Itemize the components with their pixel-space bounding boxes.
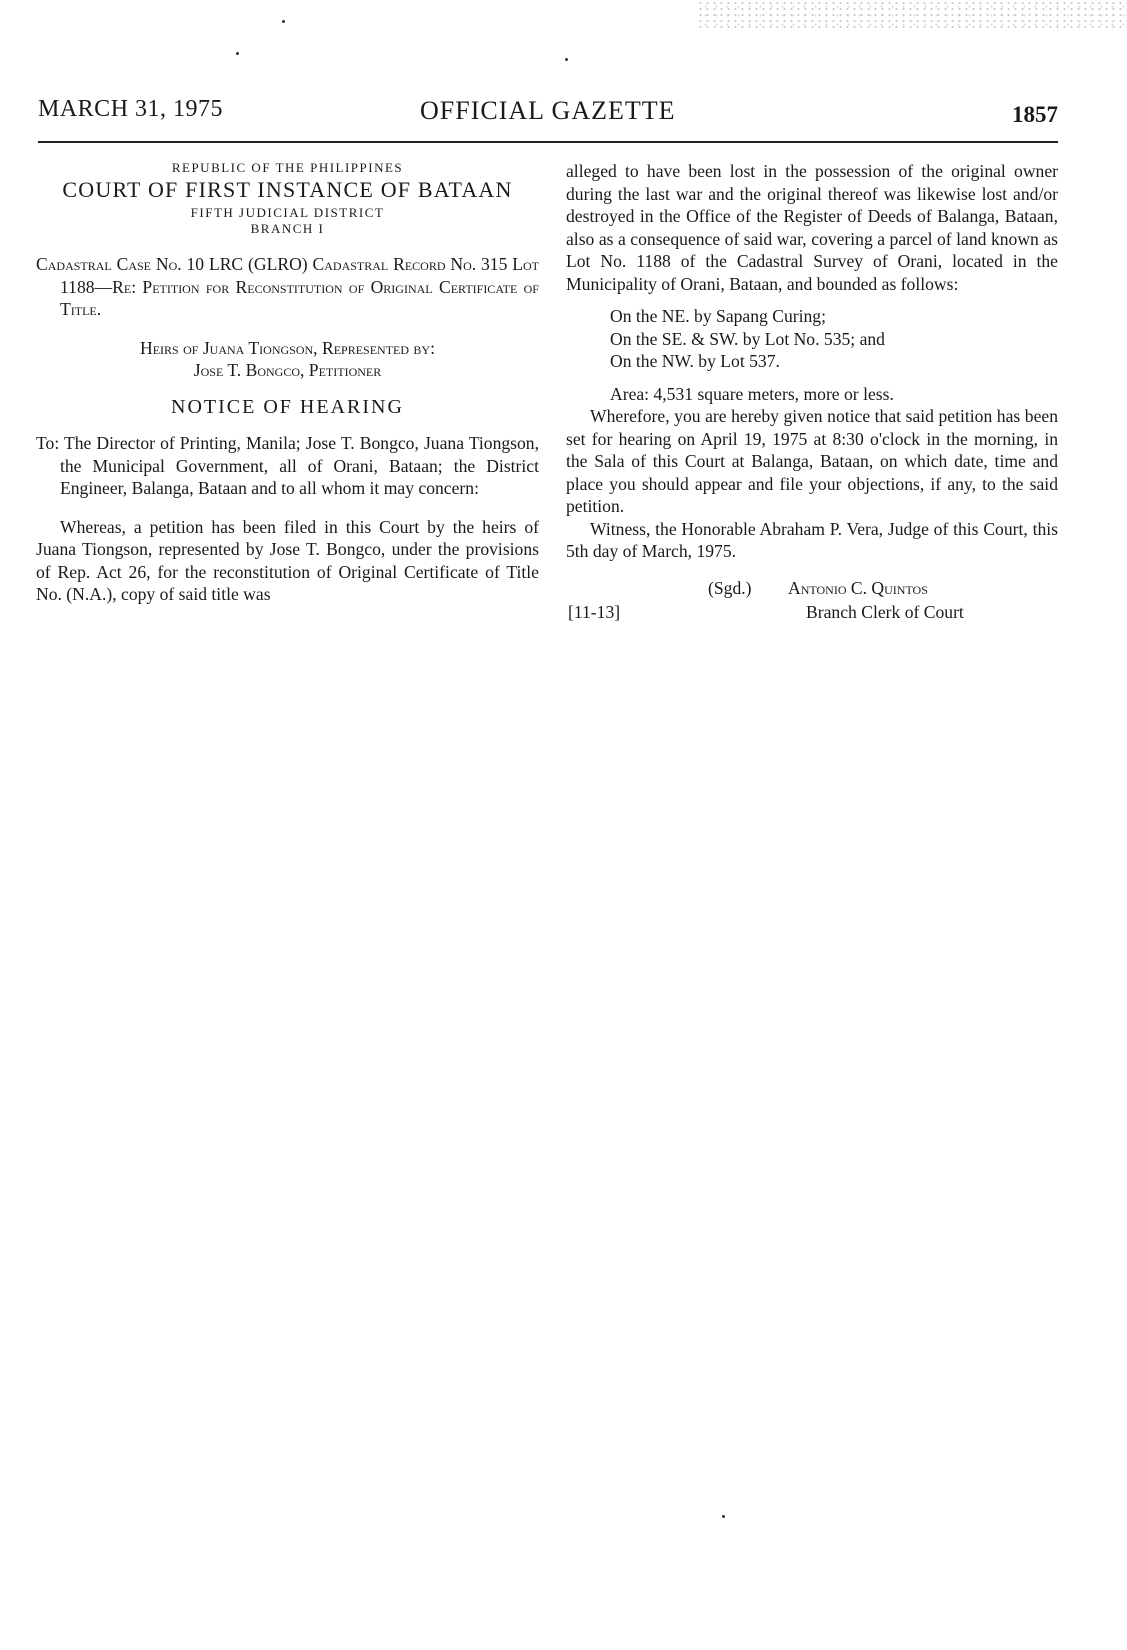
publication-title: OFFICIAL GAZETTE bbox=[420, 96, 676, 125]
reference-number: [11-13] bbox=[568, 601, 621, 622]
scan-speck bbox=[722, 1515, 725, 1518]
parties-line-2: Jose T. Bongco, Petitioner bbox=[193, 360, 382, 380]
right-column bbox=[566, 160, 1058, 623]
scan-speck bbox=[236, 52, 239, 55]
page-header bbox=[38, 96, 1058, 136]
notice-heading: NOTICE OF HEARING bbox=[171, 395, 404, 418]
district-heading: FIFTH JUDICIAL DISTRICT bbox=[190, 205, 385, 220]
wherefore-paragraph: Wherefore, you are hereby given notice that said petition has been set for hearing on April 19, 1975 at 8:30 o'clock in the morning, in the Sala of this Court at Balanga, Bataan, on which date, time and place you should appear and file your objections, if any, to the said petition. bbox=[566, 406, 1058, 516]
signed-mark: (Sgd.) bbox=[708, 577, 752, 598]
scan-speck bbox=[282, 20, 285, 23]
scan-speck bbox=[565, 58, 568, 61]
case-caption: Cadastral Case No. 10 LRC (GLRO) Cadastral Record No. 315 Lot 1188—Re: Petition for Reconstitution of Original Certificate of Title. bbox=[36, 254, 539, 319]
header-rule bbox=[38, 141, 1058, 143]
branch-heading: BRANCH I bbox=[250, 221, 325, 236]
witness-paragraph: Witness, the Honorable Abraham P. Vera, Judge of this Court, this 5th day of March, 1975. bbox=[566, 518, 1058, 561]
area: Area: 4,531 square meters, more or less. bbox=[610, 383, 894, 404]
signatory-name: Antonio C. Quintos bbox=[788, 577, 928, 598]
court-heading: COURT OF FIRST INSTANCE OF BATAAN bbox=[62, 177, 513, 202]
signature-block bbox=[566, 577, 1058, 623]
boundary-se-sw: On the SE. & SW. by Lot No. 535; and bbox=[610, 328, 885, 349]
addressees-paragraph: To: The Director of Printing, Manila; Jose T. Bongco, Juana Tiongson, the Municipal Government, all of Orani, Bataan; the District Engineer, Balanga, Bataan and to all whom it may concern: bbox=[36, 433, 539, 498]
parties-line-1: Heirs of Juana Tiongson, Represented by: bbox=[139, 337, 435, 358]
petition-continuation: alleged to have been lost in the possession of the original owner during the last war and the original thereof was likewise lost and/or destroyed in the Office of the Register of Deeds of Balanga, Bataan, also as a consequence of said war, covering a parcel of land known as Lot No. 1188 of the Cadastral Survey of Orani, located in the Municipality of Orani, Bataan, and bounded as follows: bbox=[566, 161, 1058, 294]
signatory-title: Branch Clerk of Court bbox=[806, 601, 964, 622]
boundary-ne: On the NE. by Sapang Curing; bbox=[610, 306, 826, 326]
republic-heading: REPUBLIC OF THE PHILIPPINES bbox=[171, 160, 404, 175]
boundary-nw: On the NW. by Lot 537. bbox=[610, 351, 780, 371]
issue-date: MARCH 31, 1975 bbox=[38, 96, 224, 122]
left-column bbox=[36, 160, 539, 606]
whereas-paragraph: Whereas, a petition has been filed in this Court by the heirs of Juana Tiongson, represented by Jose T. Bongco, under the provisions of Rep. Act 26, for the reconstitution of Original Certificate of Title No. (N.A.), copy of said title was bbox=[36, 516, 539, 604]
page-number: 1857 bbox=[1012, 102, 1058, 127]
scan-noise bbox=[697, 0, 1127, 30]
